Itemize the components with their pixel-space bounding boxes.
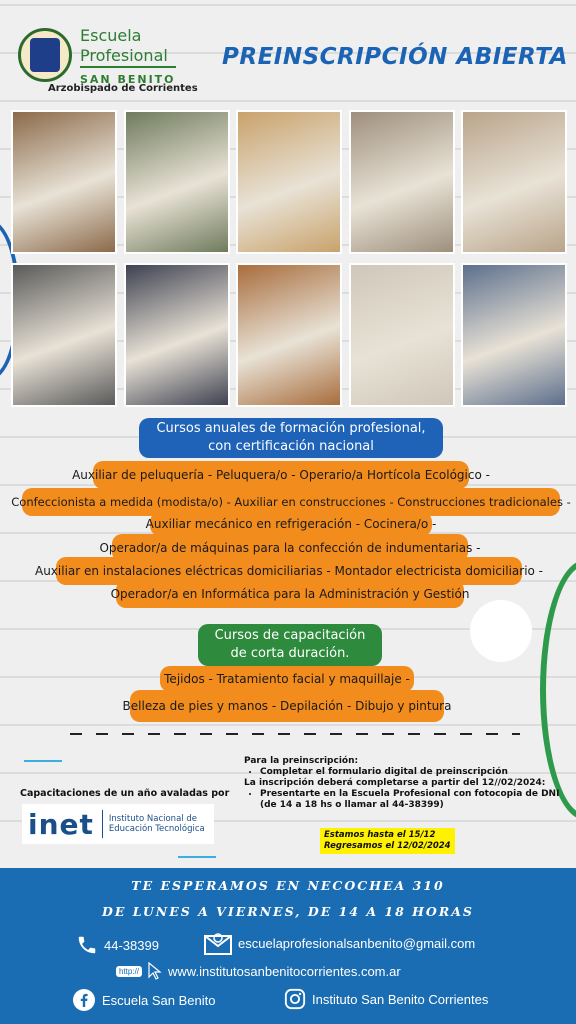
inscription-date-note: La inscripción deberá completarse a partir del 12//02/2024: [244,778,546,788]
web-link-icon [116,966,142,977]
facebook-contact[interactable] [72,988,215,1012]
page-title: PREINSCRIPCIÓN ABIERTA [222,44,568,70]
facebook-icon [72,988,96,1012]
hours-line: DE LUNES A VIERNES, DE 14 A 18 HORAS [102,904,474,919]
annual-title-line1: Cursos anuales de formación profesional, [156,421,426,436]
email-address: escuelaprofesionalsanbenito@gmail.com [238,935,476,951]
annual-course-line: Auxiliar de peluquería - Peluquera/o - Operario/a Hortícola Ecológico - [93,461,469,489]
short-courses-title [198,624,382,666]
instruction-bullet: • Completar el formulario digital de preinscripción [260,767,564,778]
instagram-handle: Instituto San Benito Corrientes [312,991,489,1007]
workshop-photo [11,263,117,407]
annual-course-line: Confeccionista a medida (modista/o) - Auxiliar en construcciones - Construcciones tradicionales - [22,488,560,516]
dates-note [320,828,455,854]
short-title-line2: de corta duración. [230,646,350,661]
phone-contact[interactable] [76,934,159,956]
annual-courses-title [139,418,443,458]
annual-course-line: Auxiliar mecánico en refrigeración - Cocinera/o - [150,512,432,536]
inet-subtitle [109,814,205,834]
avaladas-label: Capacitaciones de un año avaladas por [20,788,230,799]
inet-subtitle-line1: Instituto Nacional de [108,814,197,824]
logo-saint-icon [30,38,60,72]
inet-separator [102,810,103,838]
cursor-icon [148,962,162,980]
decorative-circle [470,600,532,662]
school-name-line2: Profesional [80,46,168,65]
short-course-line: Belleza de pies y manos - Depilación - Dibujo y pintura [130,690,444,722]
address-line: TE ESPERAMOS EN NECOCHEA 310 [131,878,445,893]
dates-note-line1: Estamos hasta el 15/12 [324,830,436,840]
inet-logo [22,804,214,844]
facebook-handle: Escuela San Benito [102,992,216,1008]
instruction-bullet: • Presentarte en la Escuela Profesional con fotocopia de DNI (de 14 a 18 hs o llamar al 44-38399) [260,789,564,811]
dates-note-line2: Regresamos el 12/02/2024 [324,841,451,851]
workshop-photo [124,110,230,254]
instagram-contact[interactable] [284,988,488,1010]
phone-icon [76,934,98,956]
arzobispado-label: Arzobispado de Corrientes [48,83,198,94]
school-name-line3: SAN BENITO [80,66,176,90]
website-contact[interactable] [116,962,401,980]
annual-course-line: Operador/a de máquinas para la confección de indumentarias - [112,534,468,562]
school-name [80,26,176,90]
workshop-photo [236,110,342,254]
workshop-photo [461,263,567,407]
short-title-line1: Cursos de capacitación [214,628,366,643]
annual-course-line: Auxiliar en instalaciones eléctricas domiciliarias - Montador electricista domiciliario - [56,557,522,585]
contact-footer [0,868,576,1024]
accent-line [24,760,62,762]
annual-course-line: Operador/a en Informática para la Administración y Gestión [116,580,464,608]
phone-number: 44-38399 [104,937,159,953]
dashed-divider [70,733,520,735]
inet-wordmark: inet [28,807,94,841]
workshop-photo [349,263,455,407]
school-logo [18,28,72,82]
inet-subtitle-line2: Educación Tecnológica [108,824,205,834]
short-course-line: Tejidos - Tratamiento facial y maquillaje - [160,666,414,692]
website-url: www.institutosanbenitocorrientes.com.ar [168,963,401,979]
workshop-photo [11,110,117,254]
annual-title-line2: con certificación nacional [208,439,374,454]
accent-line [178,856,216,858]
workshop-photo [124,263,230,407]
preinscription-instructions [244,756,564,811]
school-name-line1: Escuela [80,26,142,45]
email-contact[interactable] [204,930,475,956]
workshop-photo [349,110,455,254]
workshop-photo [461,110,567,254]
preinscription-title: Para la preinscripción: [244,756,359,766]
workshop-photo [236,263,342,407]
instagram-icon [284,988,306,1010]
http-tag: http:// [119,966,140,976]
email-icon [204,930,232,956]
